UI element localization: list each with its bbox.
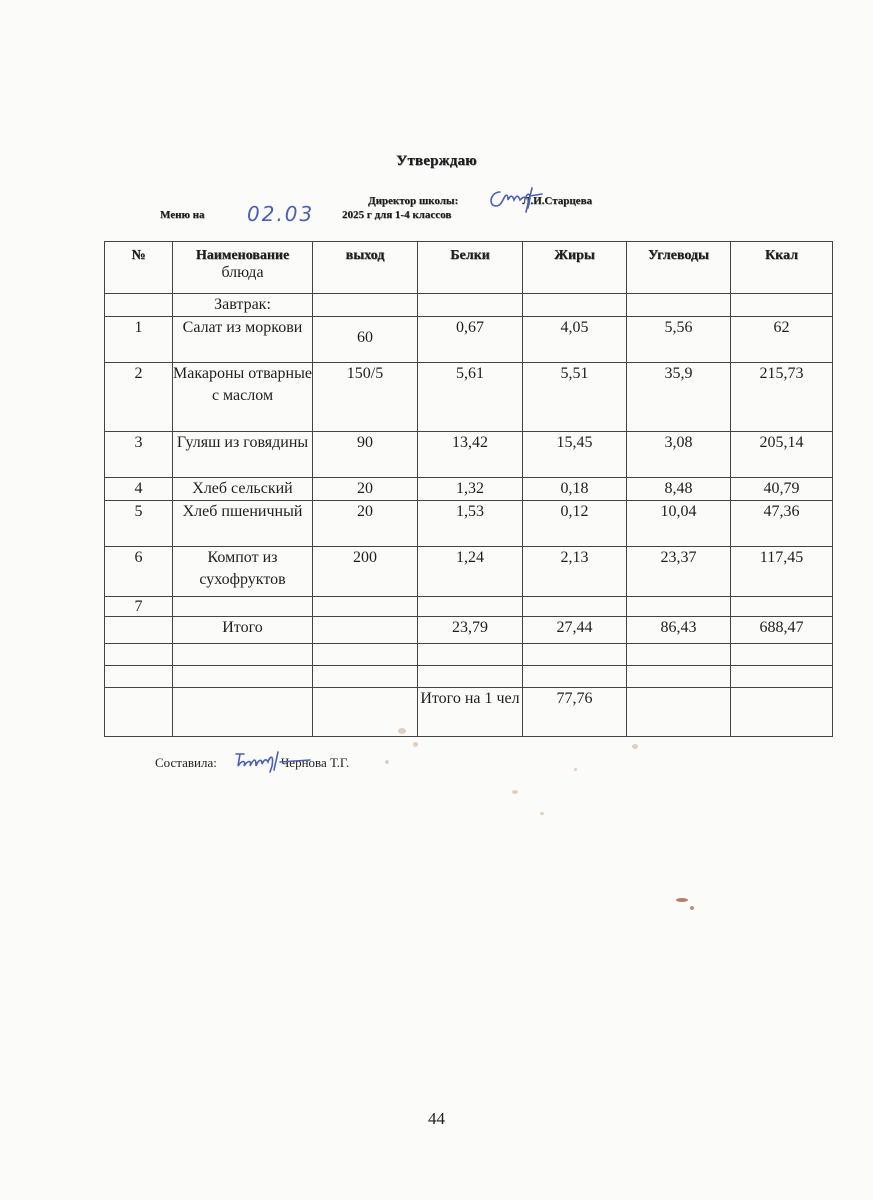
menu-suffix: 2025 г для 1-4 классов — [342, 209, 452, 221]
row-kcal: 47,36 — [731, 501, 833, 547]
col-header-num: № — [105, 242, 173, 294]
row-name: Хлеб сельский — [173, 478, 313, 501]
per-person-value: 77,76 — [523, 688, 627, 737]
row-name: Макароны отварные с маслом — [173, 363, 313, 432]
compiler-signature — [232, 748, 312, 774]
empty-row — [105, 644, 833, 666]
table-row — [105, 547, 833, 597]
compiled-name: Чернова Т.Г. — [280, 755, 350, 770]
col-header-carbs: Углеводы — [627, 242, 731, 294]
row-protein: 1,32 — [418, 478, 523, 501]
empty-row — [105, 666, 833, 688]
table-row — [105, 597, 833, 617]
row-fat: 0,18 — [523, 478, 627, 501]
table-header-row — [105, 242, 833, 294]
menu-date-handwritten: 02.03 — [247, 202, 315, 226]
row-num: 1 — [105, 317, 173, 363]
row-protein: 1,24 — [418, 547, 523, 597]
table-row — [105, 501, 833, 547]
row-carbs: 10,04 — [627, 501, 731, 547]
row-kcal: 62 — [731, 317, 833, 363]
row-protein: 5,61 — [418, 363, 523, 432]
col-header-fat: Жиры — [523, 242, 627, 294]
row-carbs: 5,56 — [627, 317, 731, 363]
row-output: 60 — [313, 317, 418, 363]
row-num: 6 — [105, 547, 173, 597]
section-row — [105, 294, 833, 317]
director-name: Л.И.Старцева — [522, 195, 593, 207]
total-carbs: 86,43 — [627, 617, 731, 644]
row-carbs: 3,08 — [627, 432, 731, 478]
menu-table — [104, 241, 833, 737]
per-person-row — [105, 688, 833, 737]
director-line — [368, 195, 592, 207]
total-kcal: 688,47 — [731, 617, 833, 644]
row-name: Компот из сухофруктов — [173, 547, 313, 597]
row-num: 4 — [105, 478, 173, 501]
total-row — [105, 617, 833, 644]
row-fat: 0,12 — [523, 501, 627, 547]
table-row — [105, 478, 833, 501]
col-header-protein: Белки — [418, 242, 523, 294]
row-kcal: 117,45 — [731, 547, 833, 597]
director-signature — [486, 184, 548, 214]
total-protein: 23,79 — [418, 617, 523, 644]
total-fat: 27,44 — [523, 617, 627, 644]
row-name: Салат из моркови — [173, 317, 313, 363]
section-label: Завтрак: — [173, 294, 313, 317]
row-carbs: 35,9 — [627, 363, 731, 432]
row-kcal: 215,73 — [731, 363, 833, 432]
row-output: 20 — [313, 478, 418, 501]
row-output: 150/5 — [313, 363, 418, 432]
row-num: 7 — [105, 597, 173, 617]
total-label: Итого — [173, 617, 313, 644]
col-header-name-bottom: блюда — [221, 264, 264, 281]
col-header-name-top: Наименование — [195, 248, 290, 263]
row-kcal: 205,14 — [731, 432, 833, 478]
per-person-label: Итого на 1 чел — [418, 688, 523, 737]
row-output: 200 — [313, 547, 418, 597]
row-fat: 5,51 — [523, 363, 627, 432]
approval-heading: Утверждаю — [396, 153, 477, 169]
row-output: 90 — [313, 432, 418, 478]
col-header-output: выход — [313, 242, 418, 294]
row-protein: 13,42 — [418, 432, 523, 478]
menu-prefix: Меню на — [160, 209, 205, 221]
row-protein: 0,67 — [418, 317, 523, 363]
row-name: Гуляш из говядины — [173, 432, 313, 478]
row-num: 5 — [105, 501, 173, 547]
row-carbs: 8,48 — [627, 478, 731, 501]
director-label: Директор школы: — [368, 195, 459, 207]
page-number: 44 — [428, 1109, 445, 1128]
row-fat: 15,45 — [523, 432, 627, 478]
row-name: Хлеб пшеничный — [173, 501, 313, 547]
col-header-name — [173, 242, 313, 294]
table-row — [105, 317, 833, 363]
row-carbs: 23,37 — [627, 547, 731, 597]
row-fat: 2,13 — [523, 547, 627, 597]
table-row — [105, 432, 833, 478]
table-row — [105, 363, 833, 432]
row-num: 3 — [105, 432, 173, 478]
compiled-label: Составила: — [155, 755, 217, 770]
row-kcal: 40,79 — [731, 478, 833, 501]
row-protein: 1,53 — [418, 501, 523, 547]
row-fat: 4,05 — [523, 317, 627, 363]
col-header-kcal: Ккал — [731, 242, 833, 294]
row-num: 2 — [105, 363, 173, 432]
row-output: 20 — [313, 501, 418, 547]
